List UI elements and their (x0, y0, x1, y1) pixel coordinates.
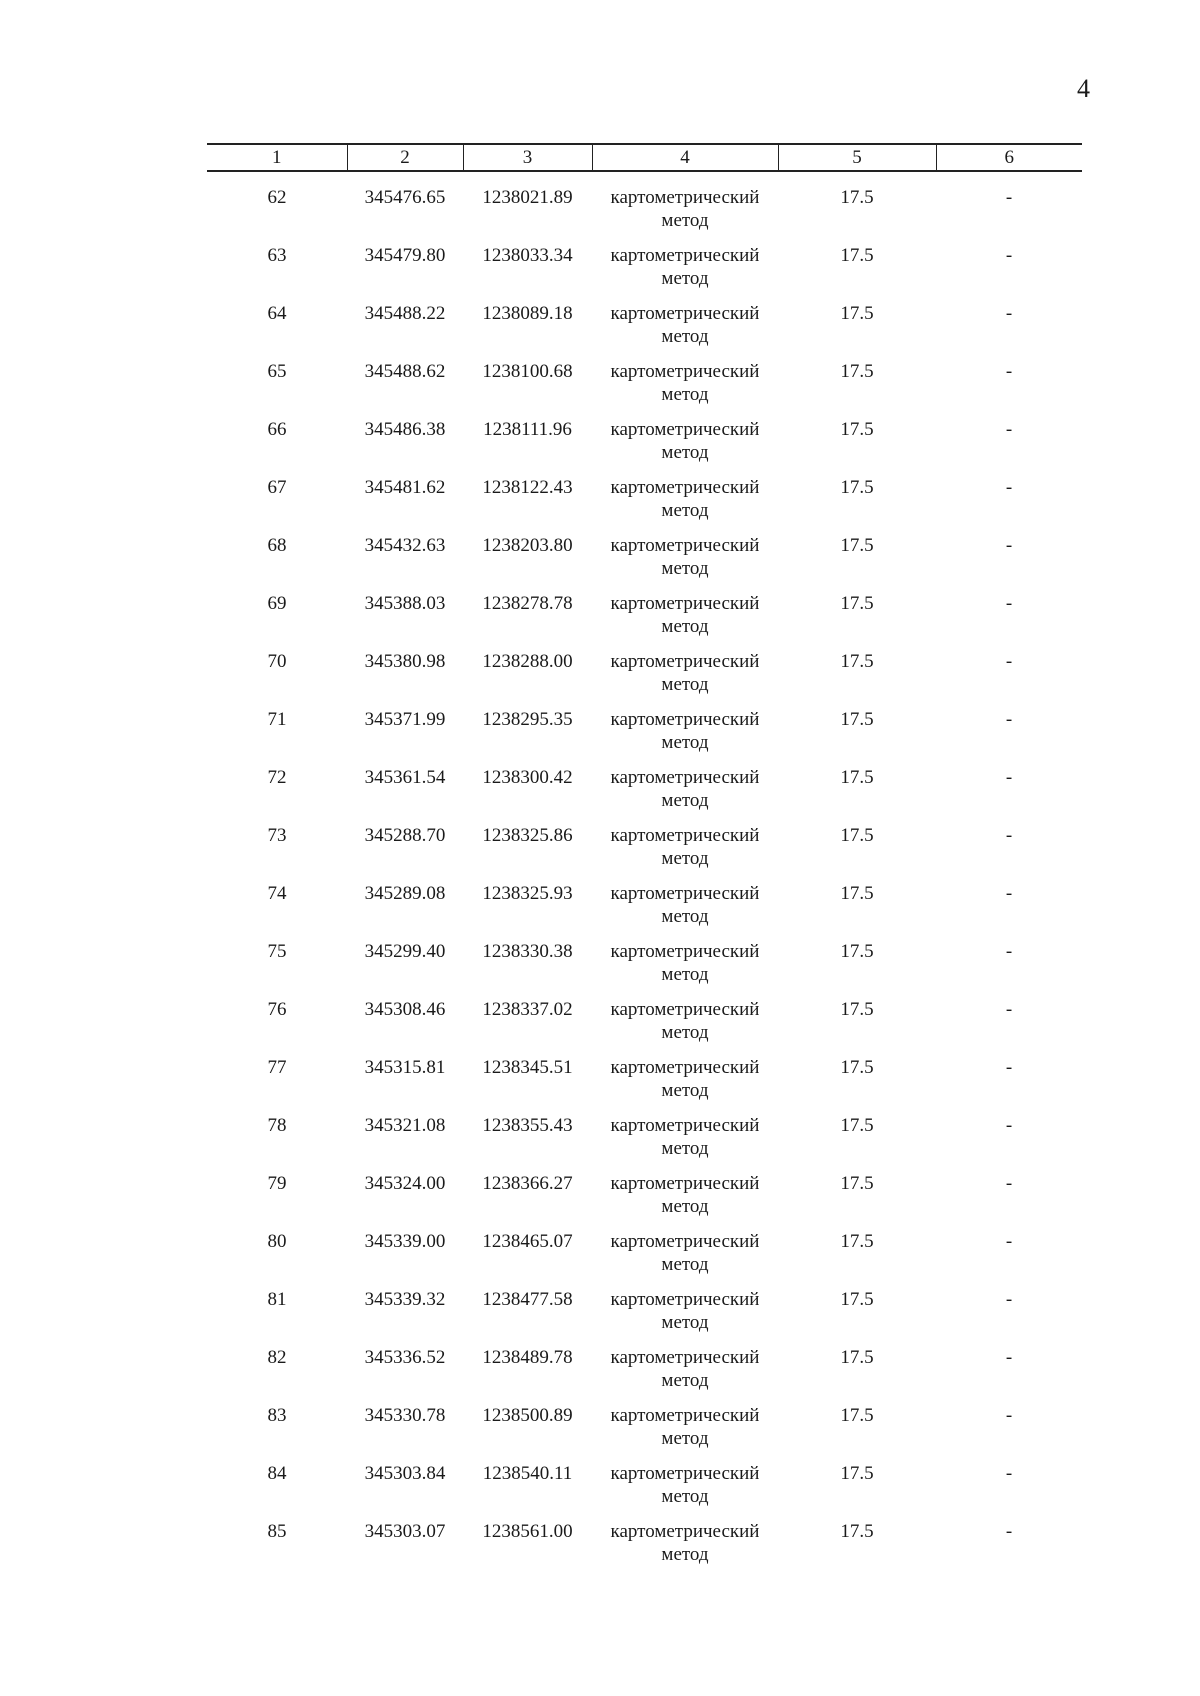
method-cell (592, 824, 778, 882)
method-line-2: метод (661, 210, 709, 231)
method-line-2: метод (661, 964, 709, 985)
y-coordinate-cell: 1238500.89 (482, 1405, 573, 1426)
x-coordinate-cell: 345371.99 (364, 709, 446, 730)
method-line-2: метод (661, 1428, 709, 1449)
method-line-2: метод (661, 1138, 709, 1159)
point-number-cell: 67 (267, 477, 287, 498)
precision-cell: 17.5 (840, 1289, 874, 1310)
method-cell (592, 1056, 778, 1114)
table-row (207, 1346, 1082, 1404)
column-header-2: 2 (347, 144, 463, 171)
method-cell (592, 244, 778, 302)
x-coordinate-cell: 345315.81 (364, 1057, 446, 1078)
y-coordinate-cell: 1238330.38 (482, 941, 573, 962)
method-line-1: картометрический (610, 767, 760, 788)
note-cell: - (1005, 419, 1013, 440)
y-coordinate-cell: 1238300.42 (482, 767, 573, 788)
note-cell: - (1005, 651, 1013, 672)
precision-cell: 17.5 (840, 477, 874, 498)
method-cell (592, 766, 778, 824)
y-coordinate-cell: 1238111.96 (483, 419, 572, 440)
x-coordinate-cell: 345479.80 (364, 245, 446, 266)
point-number-cell: 72 (267, 767, 287, 788)
y-coordinate-cell: 1238540.11 (482, 1463, 573, 1484)
table-row (207, 766, 1082, 824)
method-line-1: картометрический (610, 1115, 760, 1136)
y-coordinate-cell: 1238089.18 (482, 303, 573, 324)
note-cell: - (1005, 941, 1013, 962)
precision-cell: 17.5 (840, 883, 874, 904)
table-row (207, 824, 1082, 882)
note-cell: - (1005, 361, 1013, 382)
method-line-2: метод (661, 1370, 709, 1391)
method-line-1: картометрический (610, 651, 760, 672)
method-line-1: картометрический (610, 1057, 760, 1078)
table-row (207, 534, 1082, 592)
method-line-2: метод (661, 1254, 709, 1275)
method-line-2: метод (661, 1312, 709, 1333)
method-cell (592, 1288, 778, 1346)
method-line-2: метод (661, 1080, 709, 1101)
y-coordinate-cell: 1238021.89 (482, 187, 573, 208)
note-cell: - (1005, 709, 1013, 730)
method-line-1: картометрический (610, 477, 760, 498)
precision-cell: 17.5 (840, 1231, 874, 1252)
header-row (207, 144, 1082, 171)
x-coordinate-cell: 345361.54 (364, 767, 446, 788)
precision-cell: 17.5 (840, 651, 874, 672)
x-coordinate-cell: 345388.03 (364, 593, 446, 614)
x-coordinate-cell: 345303.84 (364, 1463, 446, 1484)
y-coordinate-cell: 1238465.07 (482, 1231, 573, 1252)
note-cell: - (1005, 1405, 1013, 1426)
x-coordinate-cell: 345339.32 (364, 1289, 446, 1310)
table-row (207, 650, 1082, 708)
note-cell: - (1005, 1115, 1013, 1136)
method-line-2: метод (661, 268, 709, 289)
precision-cell: 17.5 (840, 187, 874, 208)
precision-cell: 17.5 (840, 1521, 874, 1542)
x-coordinate-cell: 345481.62 (364, 477, 446, 498)
note-cell: - (1005, 1057, 1013, 1078)
table-row (207, 1288, 1082, 1346)
note-cell: - (1005, 1347, 1013, 1368)
method-line-2: метод (661, 732, 709, 753)
point-number-cell: 65 (267, 361, 287, 382)
note-cell: - (1005, 535, 1013, 556)
method-line-1: картометрический (610, 1289, 760, 1310)
note-cell: - (1005, 245, 1013, 266)
method-line-2: метод (661, 848, 709, 869)
x-coordinate-cell: 345288.70 (364, 825, 446, 846)
point-number-cell: 73 (267, 825, 287, 846)
method-cell (592, 302, 778, 360)
table-row (207, 940, 1082, 998)
note-cell: - (1005, 1463, 1013, 1484)
method-line-2: метод (661, 1486, 709, 1507)
y-coordinate-cell: 1238288.00 (482, 651, 573, 672)
precision-cell: 17.5 (840, 419, 874, 440)
method-cell (592, 1172, 778, 1230)
x-coordinate-cell: 345324.00 (364, 1173, 446, 1194)
point-number-cell: 69 (267, 593, 287, 614)
point-number-cell: 78 (267, 1115, 287, 1136)
precision-cell: 17.5 (840, 1405, 874, 1426)
table-row (207, 1230, 1082, 1288)
table-body (207, 171, 1082, 1578)
method-cell (592, 1346, 778, 1404)
precision-cell: 17.5 (840, 825, 874, 846)
method-line-1: картометрический (610, 1463, 760, 1484)
precision-cell: 17.5 (840, 999, 874, 1020)
method-cell (592, 940, 778, 998)
method-cell (592, 1462, 778, 1520)
point-number-cell: 83 (267, 1405, 287, 1426)
table-row (207, 1056, 1082, 1114)
precision-cell: 17.5 (840, 941, 874, 962)
precision-cell: 17.5 (840, 303, 874, 324)
note-cell: - (1005, 1521, 1013, 1542)
y-coordinate-cell: 1238203.80 (482, 535, 573, 556)
method-line-1: картометрический (610, 1231, 760, 1252)
precision-cell: 17.5 (840, 767, 874, 788)
method-line-1: картометрический (610, 1347, 760, 1368)
table-row (207, 998, 1082, 1056)
x-coordinate-cell: 345486.38 (364, 419, 446, 440)
page-number: 4 (1077, 74, 1090, 103)
method-line-1: картометрический (610, 361, 760, 382)
point-number-cell: 70 (267, 651, 287, 672)
y-coordinate-cell: 1238033.34 (482, 245, 573, 266)
method-cell (592, 592, 778, 650)
method-line-2: метод (661, 442, 709, 463)
method-cell (592, 1404, 778, 1462)
method-line-1: картометрический (610, 1521, 760, 1542)
y-coordinate-cell: 1238100.68 (482, 361, 573, 382)
y-coordinate-cell: 1238122.43 (482, 477, 573, 498)
point-number-cell: 81 (267, 1289, 287, 1310)
method-line-2: метод (661, 1196, 709, 1217)
x-coordinate-cell: 345339.00 (364, 1231, 446, 1252)
x-coordinate-cell: 345308.46 (364, 999, 446, 1020)
x-coordinate-cell: 345476.65 (364, 187, 446, 208)
method-cell (592, 534, 778, 592)
method-line-2: метод (661, 326, 709, 347)
method-line-2: метод (661, 384, 709, 405)
table-row (207, 592, 1082, 650)
y-coordinate-cell: 1238337.02 (482, 999, 573, 1020)
y-coordinate-cell: 1238325.86 (482, 825, 573, 846)
method-cell (592, 650, 778, 708)
method-cell (592, 882, 778, 940)
y-coordinate-cell: 1238561.00 (482, 1521, 573, 1542)
table-row (207, 882, 1082, 940)
table-row (207, 1462, 1082, 1520)
method-cell (592, 1230, 778, 1288)
method-cell (592, 1520, 778, 1578)
table-row (207, 360, 1082, 418)
point-number-cell: 77 (267, 1057, 287, 1078)
table-row (207, 171, 1082, 244)
table-row (207, 1114, 1082, 1172)
y-coordinate-cell: 1238345.51 (482, 1057, 573, 1078)
coordinates-table (207, 143, 1082, 1578)
note-cell: - (1005, 303, 1013, 324)
column-header-4: 4 (592, 144, 778, 171)
method-line-2: метод (661, 500, 709, 521)
table-row (207, 708, 1082, 766)
x-coordinate-cell: 345330.78 (364, 1405, 446, 1426)
x-coordinate-cell: 345380.98 (364, 651, 446, 672)
point-number-cell: 71 (267, 709, 287, 730)
method-cell (592, 171, 778, 244)
method-line-1: картометрический (610, 1405, 760, 1426)
note-cell: - (1005, 1231, 1013, 1252)
column-header-3: 3 (463, 144, 592, 171)
note-cell: - (1005, 1173, 1013, 1194)
y-coordinate-cell: 1238278.78 (482, 593, 573, 614)
precision-cell: 17.5 (840, 1173, 874, 1194)
y-coordinate-cell: 1238366.27 (482, 1173, 573, 1194)
method-cell (592, 998, 778, 1056)
point-number-cell: 68 (267, 535, 287, 556)
method-line-1: картометрический (610, 187, 760, 208)
method-line-1: картометрический (610, 883, 760, 904)
note-cell: - (1005, 593, 1013, 614)
column-header-5: 5 (778, 144, 936, 171)
method-line-1: картометрический (610, 419, 760, 440)
precision-cell: 17.5 (840, 1115, 874, 1136)
x-coordinate-cell: 345321.08 (364, 1115, 446, 1136)
y-coordinate-cell: 1238477.58 (482, 1289, 573, 1310)
y-coordinate-cell: 1238489.78 (482, 1347, 573, 1368)
y-coordinate-cell: 1238325.93 (482, 883, 573, 904)
point-number-cell: 79 (267, 1173, 287, 1194)
method-line-2: метод (661, 906, 709, 927)
method-line-1: картометрический (610, 535, 760, 556)
method-line-1: картометрический (610, 303, 760, 324)
precision-cell: 17.5 (840, 709, 874, 730)
x-coordinate-cell: 345488.22 (364, 303, 446, 324)
precision-cell: 17.5 (840, 535, 874, 556)
table-row (207, 418, 1082, 476)
point-number-cell: 66 (267, 419, 287, 440)
point-number-cell: 62 (267, 187, 287, 208)
method-line-1: картометрический (610, 245, 760, 266)
method-cell (592, 708, 778, 766)
x-coordinate-cell: 345488.62 (364, 361, 446, 382)
method-cell (592, 476, 778, 534)
note-cell: - (1005, 187, 1013, 208)
x-coordinate-cell: 345432.63 (364, 535, 446, 556)
note-cell: - (1005, 767, 1013, 788)
method-line-2: метод (661, 616, 709, 637)
point-number-cell: 75 (267, 941, 287, 962)
method-line-1: картометрический (610, 709, 760, 730)
precision-cell: 17.5 (840, 1463, 874, 1484)
y-coordinate-cell: 1238295.35 (482, 709, 573, 730)
precision-cell: 17.5 (840, 1057, 874, 1078)
method-line-2: метод (661, 1544, 709, 1565)
point-number-cell: 80 (267, 1231, 287, 1252)
table-row (207, 302, 1082, 360)
x-coordinate-cell: 345299.40 (364, 941, 446, 962)
table-row (207, 244, 1082, 302)
x-coordinate-cell: 345303.07 (364, 1521, 446, 1542)
table-row (207, 1520, 1082, 1578)
method-cell (592, 418, 778, 476)
point-number-cell: 84 (267, 1463, 287, 1484)
method-line-2: метод (661, 790, 709, 811)
point-number-cell: 63 (267, 245, 287, 266)
y-coordinate-cell: 1238355.43 (482, 1115, 573, 1136)
note-cell: - (1005, 825, 1013, 846)
column-header-6: 6 (936, 144, 1082, 171)
method-line-1: картометрический (610, 1173, 760, 1194)
column-header-1: 1 (207, 144, 347, 171)
x-coordinate-cell: 345289.08 (364, 883, 446, 904)
method-cell (592, 360, 778, 418)
point-number-cell: 85 (267, 1521, 287, 1542)
precision-cell: 17.5 (840, 361, 874, 382)
precision-cell: 17.5 (840, 593, 874, 614)
note-cell: - (1005, 883, 1013, 904)
method-line-1: картометрический (610, 941, 760, 962)
point-number-cell: 64 (267, 303, 287, 324)
table-row (207, 1404, 1082, 1462)
note-cell: - (1005, 477, 1013, 498)
point-number-cell: 74 (267, 883, 287, 904)
method-line-2: метод (661, 674, 709, 695)
method-line-1: картометрический (610, 593, 760, 614)
point-number-cell: 76 (267, 999, 287, 1020)
table-header (207, 144, 1082, 171)
method-line-1: картометрический (610, 825, 760, 846)
x-coordinate-cell: 345336.52 (364, 1347, 446, 1368)
method-line-2: метод (661, 1022, 709, 1043)
method-line-2: метод (661, 558, 709, 579)
precision-cell: 17.5 (840, 245, 874, 266)
table-row (207, 1172, 1082, 1230)
method-cell (592, 1114, 778, 1172)
note-cell: - (1005, 999, 1013, 1020)
method-line-1: картометрический (610, 999, 760, 1020)
table-row (207, 476, 1082, 534)
point-number-cell: 82 (267, 1347, 287, 1368)
note-cell: - (1005, 1289, 1013, 1310)
precision-cell: 17.5 (840, 1347, 874, 1368)
